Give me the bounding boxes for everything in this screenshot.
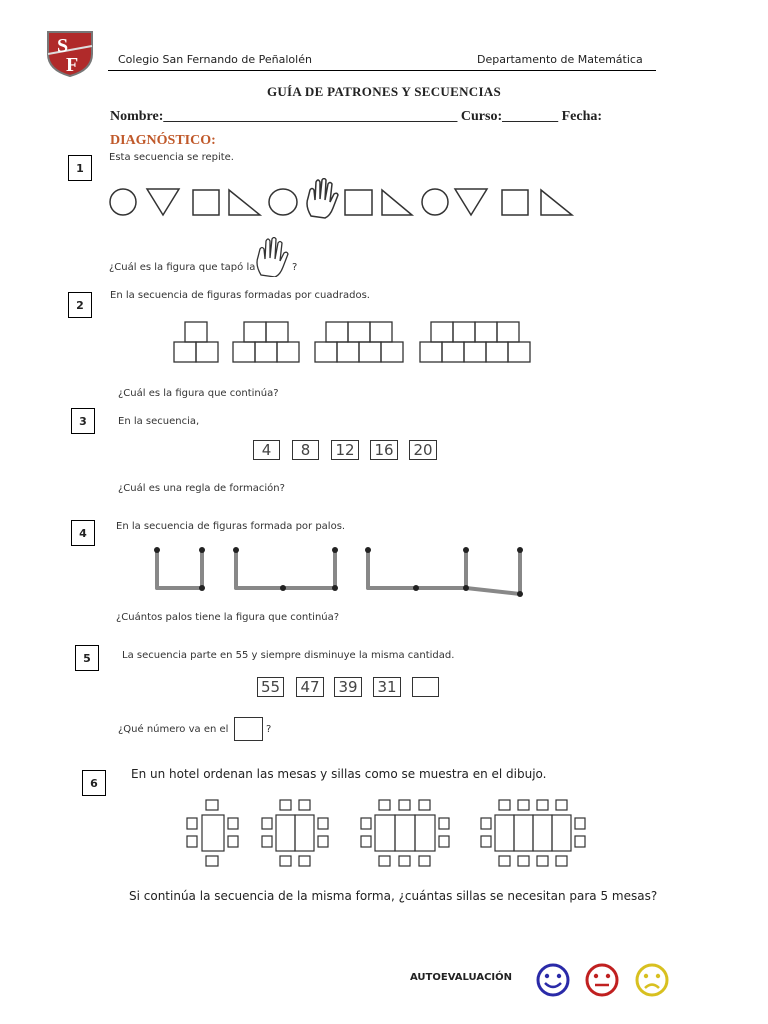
question-number-1: 1 [68, 155, 92, 181]
square-shape [193, 190, 219, 215]
question-1-text [109, 262, 255, 273]
sequence-number-box: 39 [334, 677, 362, 697]
question-number-2: 2 [68, 292, 92, 318]
right-triangle-shape [229, 190, 260, 215]
question-4-text: ¿Cuántos palos tiene la figura que continúa? [116, 612, 340, 623]
happy-face-icon[interactable] [535, 962, 571, 1002]
department-name: Departamento de Matemática [477, 53, 643, 66]
sequence-number-box: 8 [292, 440, 319, 460]
question-number-4: 4 [71, 520, 95, 546]
question-1-text-post: ? [292, 262, 298, 273]
question-5-text-post: ? [266, 724, 272, 735]
question-number-5: 5 [75, 645, 99, 671]
shape-sequence [105, 178, 585, 224]
sequence-number-box: 55 [257, 677, 284, 697]
square-shape [345, 190, 372, 215]
blank-box [234, 717, 263, 741]
right-triangle-shape [382, 190, 412, 215]
page-title: GUÍA DE PATRONES Y SECUENCIAS [266, 84, 502, 99]
right-triangle-shape [541, 190, 572, 215]
school-name: Colegio San Fernando de Peñalolén [118, 53, 312, 66]
sequence-number-box: 20 [409, 440, 437, 460]
square-figures-sequence [170, 320, 540, 369]
sequence-number-box: 16 [370, 440, 398, 460]
tables-chairs-sequence [180, 797, 590, 873]
neutral-face-icon[interactable] [584, 962, 620, 1002]
question-2-intro: En la secuencia de figuras formadas por cuadrados. [110, 290, 370, 301]
triangle-down-shape [147, 189, 179, 215]
question-5-intro: La secuencia parte en 55 y siempre disminuye la misma cantidad. [122, 650, 455, 661]
school-logo [44, 28, 96, 78]
question-1-intro: Esta secuencia se repite. [109, 152, 234, 163]
hand-icon [255, 237, 291, 281]
sequence-number-box: 12 [331, 440, 359, 460]
circle-shape [110, 189, 136, 215]
stick-figures-sequence [150, 544, 530, 610]
sad-face-icon[interactable] [634, 962, 670, 1002]
question-number-3: 3 [71, 408, 95, 434]
question-number-6: 6 [82, 770, 106, 796]
question-4-intro: En la secuencia de figuras formada por palos. [116, 521, 346, 532]
hand-icon [307, 179, 338, 219]
circle-shape [269, 189, 297, 215]
answer-box[interactable] [412, 677, 439, 697]
header-divider [108, 70, 656, 71]
sequence-number-box: 31 [373, 677, 401, 697]
svg-text:F: F [66, 54, 79, 76]
circle-shape [422, 189, 448, 215]
self-assessment-label: AUTOEVALUACIÓN [410, 972, 513, 983]
sequence-number-box: 4 [253, 440, 280, 460]
question-1-text-pre: ¿Cuál es la figura que tapó la [109, 262, 256, 273]
question-5-text-pre: ¿Qué número va en el [118, 724, 229, 735]
section-heading: DIAGNÓSTICO: [110, 133, 216, 148]
triangle-down-shape [455, 189, 487, 215]
question-2-text: ¿Cuál es la figura que continúa? [118, 388, 279, 399]
student-info-line: Nombre:__________________________________________ Curso:________ Fecha: [110, 109, 603, 124]
svg-text:S: S [57, 35, 69, 57]
sequence-number-box: 47 [296, 677, 324, 697]
question-6-intro: En un hotel ordenan las mesas y sillas como se muestra en el dibujo. [131, 767, 547, 781]
question-6-text: Si continúa la secuencia de la misma forma, ¿cuántas sillas se necesitan para 5 mesas? [129, 889, 658, 903]
question-3-text: ¿Cuál es una regla de formación? [118, 483, 285, 494]
square-shape [502, 190, 528, 215]
question-3-intro: En la secuencia, [118, 416, 200, 427]
